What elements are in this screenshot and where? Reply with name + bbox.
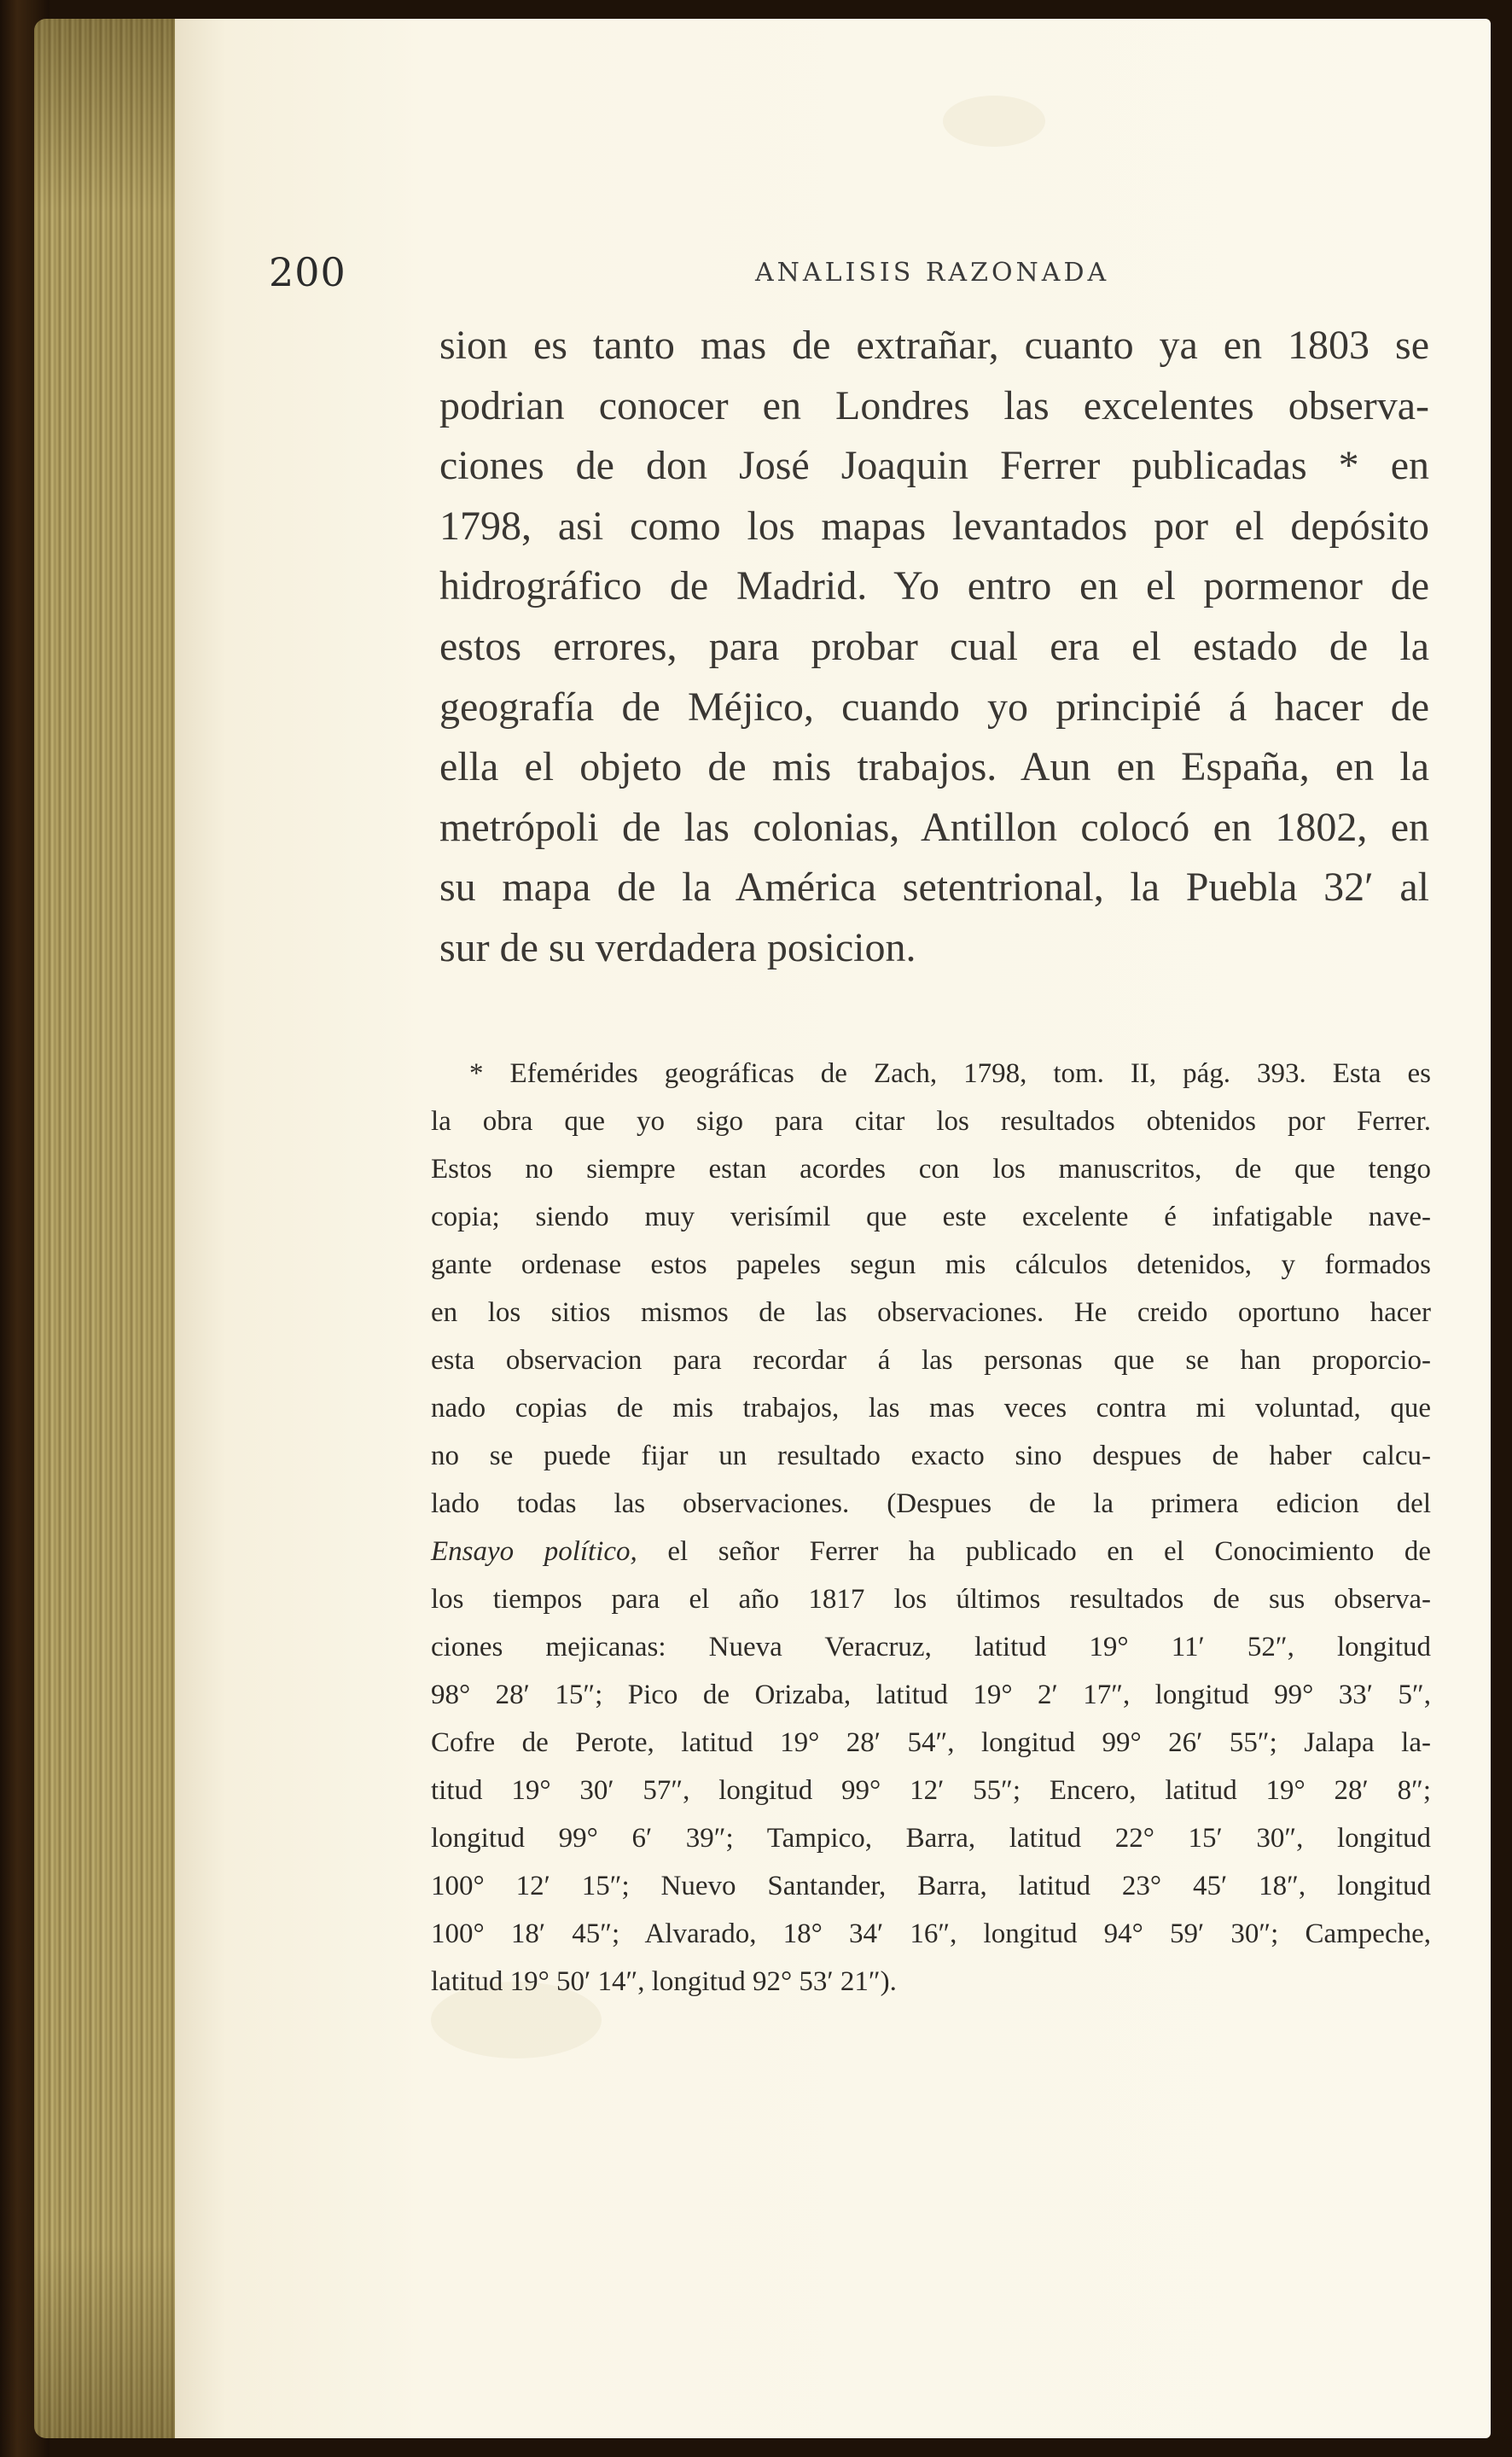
footnote-line: no se puede fijar un resultado exacto sino despues de haber calcu- (431, 1441, 1431, 1471)
footnote-line: nado copias de mis trabajos, las mas veces contra mi voluntad, que (431, 1393, 1431, 1424)
footnote-line: 100° 18′ 45″; Alvarado, 18° 34′ 16″, longitud 94° 59′ 30″; Campeche, (431, 1918, 1431, 1949)
footnote-line: titud 19° 30′ 57″, longitud 99° 12′ 55″; Encero, latitud 19° 28′ 8″; (431, 1775, 1431, 1806)
text-line: ciones de don José Joaquin Ferrer publicadas * en (439, 443, 1429, 489)
footnote-line: * Efemérides geográficas de Zach, 1798, tom. II, pág. 393. Esta es (469, 1058, 1431, 1089)
footnote-line: 98° 28′ 15″; Pico de Orizaba, latitud 19° 2′ 17″, longitud 99° 33′ 5″, (431, 1680, 1431, 1710)
text-line: podrian conocer en Londres las excelentes observa- (439, 382, 1429, 428)
footnote-line: Estos no siempre estan acordes con los manuscritos, de que tengo (431, 1154, 1431, 1185)
footnote-line: latitud 19° 50′ 14″, longitud 92° 53′ 21″). (431, 1966, 897, 1997)
footnote-line: Cofre de Perote, latitud 19° 28′ 54″, longitud 99° 26′ 55″; Jalapa la- (431, 1727, 1431, 1758)
footnote-line: esta observacion para recordar á las personas que se han proporcio- (431, 1345, 1431, 1376)
text-line: su mapa de la América setentrional, la Puebla 32′ al (439, 865, 1429, 911)
footnote-line: los tiempos para el año 1817 los últimos resultados de sus observa- (431, 1584, 1431, 1615)
running-head: ANALISIS RAZONADA (755, 258, 1110, 288)
text-line: geografía de Méjico, cuando yo principié á hacer de (439, 684, 1429, 730)
footnote-line: la obra que yo sigo para citar los resultados obtenidos por Ferrer. (431, 1106, 1431, 1137)
footnote-line: gante ordenase estos papeles segun mis cálculos detenidos, y formados (431, 1249, 1431, 1280)
text-line: sion es tanto mas de extrañar, cuanto ya en 1803 se (439, 323, 1429, 368)
footnote-line: copia; siendo muy verisímil que este excelente é infatigable nave- (431, 1202, 1431, 1232)
footnote-line: en los sitios mismos de las observaciones. He creido oportuno hacer (431, 1297, 1431, 1328)
text-line: estos errores, para probar cual era el estado de la (439, 623, 1429, 669)
text-line: hidrográfico de Madrid. Yo entro en el pormenor de (439, 563, 1429, 609)
italic-book-title: Ensayo político, (431, 1536, 637, 1567)
page-number: 200 (269, 249, 346, 295)
footnote-line: lado todas las observaciones. (Despues de la primera edicion del (431, 1488, 1431, 1519)
text-line: metrópoli de las colonias, Antillon colocó en 1802, en (439, 804, 1429, 850)
text-line: sur de su verdadera posicion. (439, 924, 916, 970)
page-header (269, 249, 1429, 300)
footnote-line: ciones mejicanas: Nueva Veracruz, latitud 19° 11′ 52″, longitud (431, 1632, 1431, 1662)
footnote-line-with-title (431, 1528, 1431, 1575)
footnote-line: 100° 12′ 15″; Nuevo Santander, Barra, latitud 23° 45′ 18″, longitud (431, 1871, 1431, 1901)
footnote-line-text: el señor Ferrer ha publicado en el Conocimiento de (667, 1536, 1432, 1567)
text-line: ella el objeto de mis trabajos. Aun en España, en la (439, 744, 1429, 790)
footnote-block (431, 1050, 1431, 2006)
page-edge-shading (34, 19, 183, 2438)
main-text-block (439, 316, 1429, 979)
paper-stain (943, 96, 1045, 147)
text-line: 1798, asi como los mapas levantados por el depósito (439, 503, 1429, 549)
footnote-line: longitud 99° 6′ 39″; Tampico, Barra, latitud 22° 15′ 30″, longitud (431, 1823, 1431, 1854)
